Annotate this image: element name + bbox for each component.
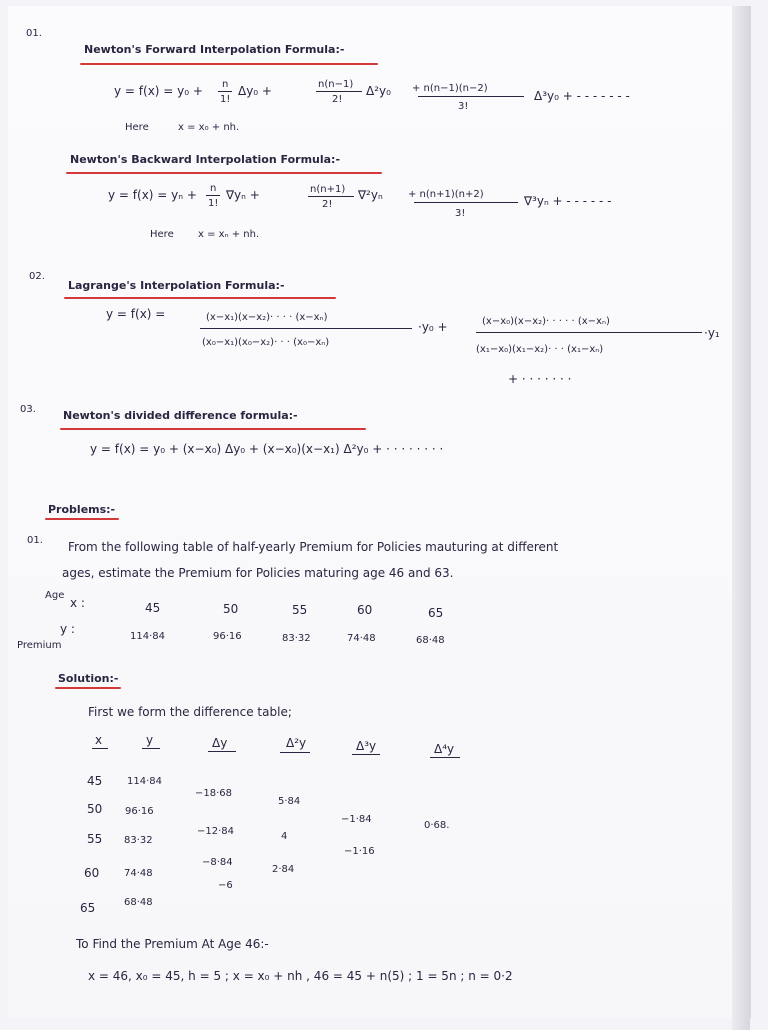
table-y-value: 68·48 <box>124 897 153 908</box>
table-x-value: 65 <box>80 901 96 915</box>
x-value: 50 <box>223 602 239 616</box>
fraction-numerator: (x−x₀)(x−x₂)· · · · · (x−xₙ) <box>482 316 610 327</box>
section-number: 03. <box>20 404 36 415</box>
table-x-value: 60 <box>84 866 100 880</box>
heading-underline <box>55 687 121 689</box>
table-y-value: 114·84 <box>127 776 162 787</box>
solution-intro: First we form the difference table; <box>88 705 292 719</box>
continuation: + · · · · · · · <box>508 372 572 386</box>
problem-number: 01. <box>27 535 43 546</box>
title-underline <box>80 63 378 65</box>
fraction-numerator: n <box>222 79 229 90</box>
age-label: Age <box>45 590 65 601</box>
problems-heading: Problems:- <box>48 503 116 516</box>
fraction-denominator: 3! <box>458 101 469 112</box>
fraction-bar <box>206 195 220 196</box>
fraction-denominator: 3! <box>455 208 466 219</box>
forward-formula-title: Newton's Forward Interpolation Formula:- <box>84 43 345 56</box>
second-difference: 4 <box>281 831 288 842</box>
y-value: 96·16 <box>213 631 242 642</box>
problem-text-line1: From the following table of half-yearly Premium for Policies mauturing at different <box>68 540 559 554</box>
first-difference: −6 <box>218 880 233 891</box>
fourth-difference: 0·68. <box>424 820 450 831</box>
first-difference: −12·84 <box>197 826 235 837</box>
formula-term: ∇³yₙ + - - - - - - <box>524 194 612 208</box>
heading-underline <box>45 518 119 520</box>
formula-lhs: y = f(x) = y₀ + <box>114 84 203 98</box>
header-delta-y: Δy <box>212 736 228 750</box>
header-y: y <box>146 733 154 747</box>
table-y-value: 83·32 <box>124 835 153 846</box>
header-underline <box>280 752 310 753</box>
backward-formula-title: Newton's Backward Interpolation Formula:- <box>70 153 341 166</box>
fraction-numerator: + n(n+1)(n+2) <box>408 189 484 200</box>
header-x: x <box>95 733 103 747</box>
fraction-denominator: 2! <box>322 199 333 210</box>
page-edge <box>732 6 750 1030</box>
header-underline <box>208 751 236 752</box>
y-value: 68·48 <box>416 635 445 646</box>
fraction-bar <box>316 91 362 92</box>
formula-term: ·y₁ <box>704 326 720 340</box>
fraction-bar <box>200 328 412 329</box>
formula-term: ·y₀ + <box>418 320 448 334</box>
table-x-value: 55 <box>87 832 103 846</box>
fraction-denominator: 1! <box>208 198 219 209</box>
formula-term: ∇yₙ + <box>226 188 260 202</box>
formula-lhs: y = f(x) = yₙ + <box>108 188 197 202</box>
header-underline <box>430 757 460 758</box>
here-expression: x = xₙ + nh. <box>198 229 260 240</box>
fraction-bar <box>218 91 232 92</box>
x-value: 45 <box>145 601 161 615</box>
x-value: 60 <box>357 603 373 617</box>
header-underline <box>92 748 108 749</box>
fraction-numerator: + n(n−1)(n−2) <box>412 83 488 94</box>
third-difference: −1·16 <box>344 846 375 857</box>
fraction-numerator: n(n−1) <box>318 79 354 90</box>
problem-text-line2: ages, estimate the Premium for Policies maturing age 46 and 63. <box>62 566 454 580</box>
fraction-denominator: (x₀−x₁)(x₀−x₂)· · · (x₀−xₙ) <box>202 337 330 348</box>
y-value: 114·84 <box>130 631 165 642</box>
x-value: 55 <box>292 603 308 617</box>
title-underline <box>64 297 336 299</box>
find-premium-line: To Find the Premium At Age 46:- <box>76 937 269 951</box>
divided-difference-formula: y = f(x) = y₀ + (x−x₀) Δy₀ + (x−x₀)(x−x₁) Δ²y₀ + · · · · · · · · <box>90 442 444 456</box>
table-x-value: 45 <box>87 774 103 788</box>
third-difference: −1·84 <box>341 814 372 825</box>
header-underline <box>352 754 380 755</box>
y-value: 83·32 <box>282 633 311 644</box>
solution-heading: Solution:- <box>58 672 119 685</box>
table-y-value: 96·16 <box>125 806 154 817</box>
fraction-bar <box>414 202 518 203</box>
lagrange-formula-title: Lagrange's Interpolation Formula:- <box>68 279 285 292</box>
y-value: 74·48 <box>347 633 376 644</box>
table-x-value: 50 <box>87 802 103 816</box>
second-difference: 5·84 <box>278 796 301 807</box>
formula-term: Δy₀ + <box>238 84 272 98</box>
formula-lhs: y = f(x) = <box>106 307 166 321</box>
title-underline <box>60 428 366 430</box>
fraction-denominator: 1! <box>220 94 231 105</box>
premium-label: Premium <box>17 640 62 651</box>
fraction-bar <box>418 96 524 97</box>
header-delta3-y: Δ³y <box>356 739 377 753</box>
fraction-numerator: n(n+1) <box>310 184 346 195</box>
fraction-numerator: (x−x₁)(x−x₂)· · · · (x−xₙ) <box>206 312 328 323</box>
header-delta2-y: Δ²y <box>286 736 307 750</box>
here-expression: x = x₀ + nh. <box>178 122 240 133</box>
y-row-label: y : <box>60 622 75 636</box>
x-row-label: x : <box>70 596 85 610</box>
calculation-line: x = 46, x₀ = 45, h = 5 ; x = x₀ + nh , 46 = 45 + n(5) ; 1 = 5n ; n = 0·2 <box>88 969 513 983</box>
first-difference: −18·68 <box>195 788 233 799</box>
fraction-denominator: (x₁−x₀)(x₁−x₂)· · · (x₁−xₙ) <box>476 344 604 355</box>
formula-term: Δ²y₀ <box>366 84 391 98</box>
fraction-bar <box>308 196 354 197</box>
second-difference: 2·84 <box>272 864 295 875</box>
fraction-numerator: n <box>210 183 217 194</box>
table-y-value: 74·48 <box>124 868 153 879</box>
section-number: 02. <box>29 271 45 282</box>
divided-difference-title: Newton's divided difference formula:- <box>63 409 298 422</box>
header-underline <box>142 748 160 749</box>
title-underline <box>66 172 382 174</box>
fraction-denominator: 2! <box>332 94 343 105</box>
header-delta4-y: Δ⁴y <box>434 742 455 756</box>
here-label: Here <box>150 229 174 240</box>
formula-term: Δ³y₀ + - - - - - - - <box>534 89 630 103</box>
section-number: 01. <box>26 28 42 39</box>
here-label: Here <box>125 122 149 133</box>
formula-term: ∇²yₙ <box>358 188 383 202</box>
x-value: 65 <box>428 606 444 620</box>
first-difference: −8·84 <box>202 857 233 868</box>
fraction-bar <box>476 332 702 333</box>
